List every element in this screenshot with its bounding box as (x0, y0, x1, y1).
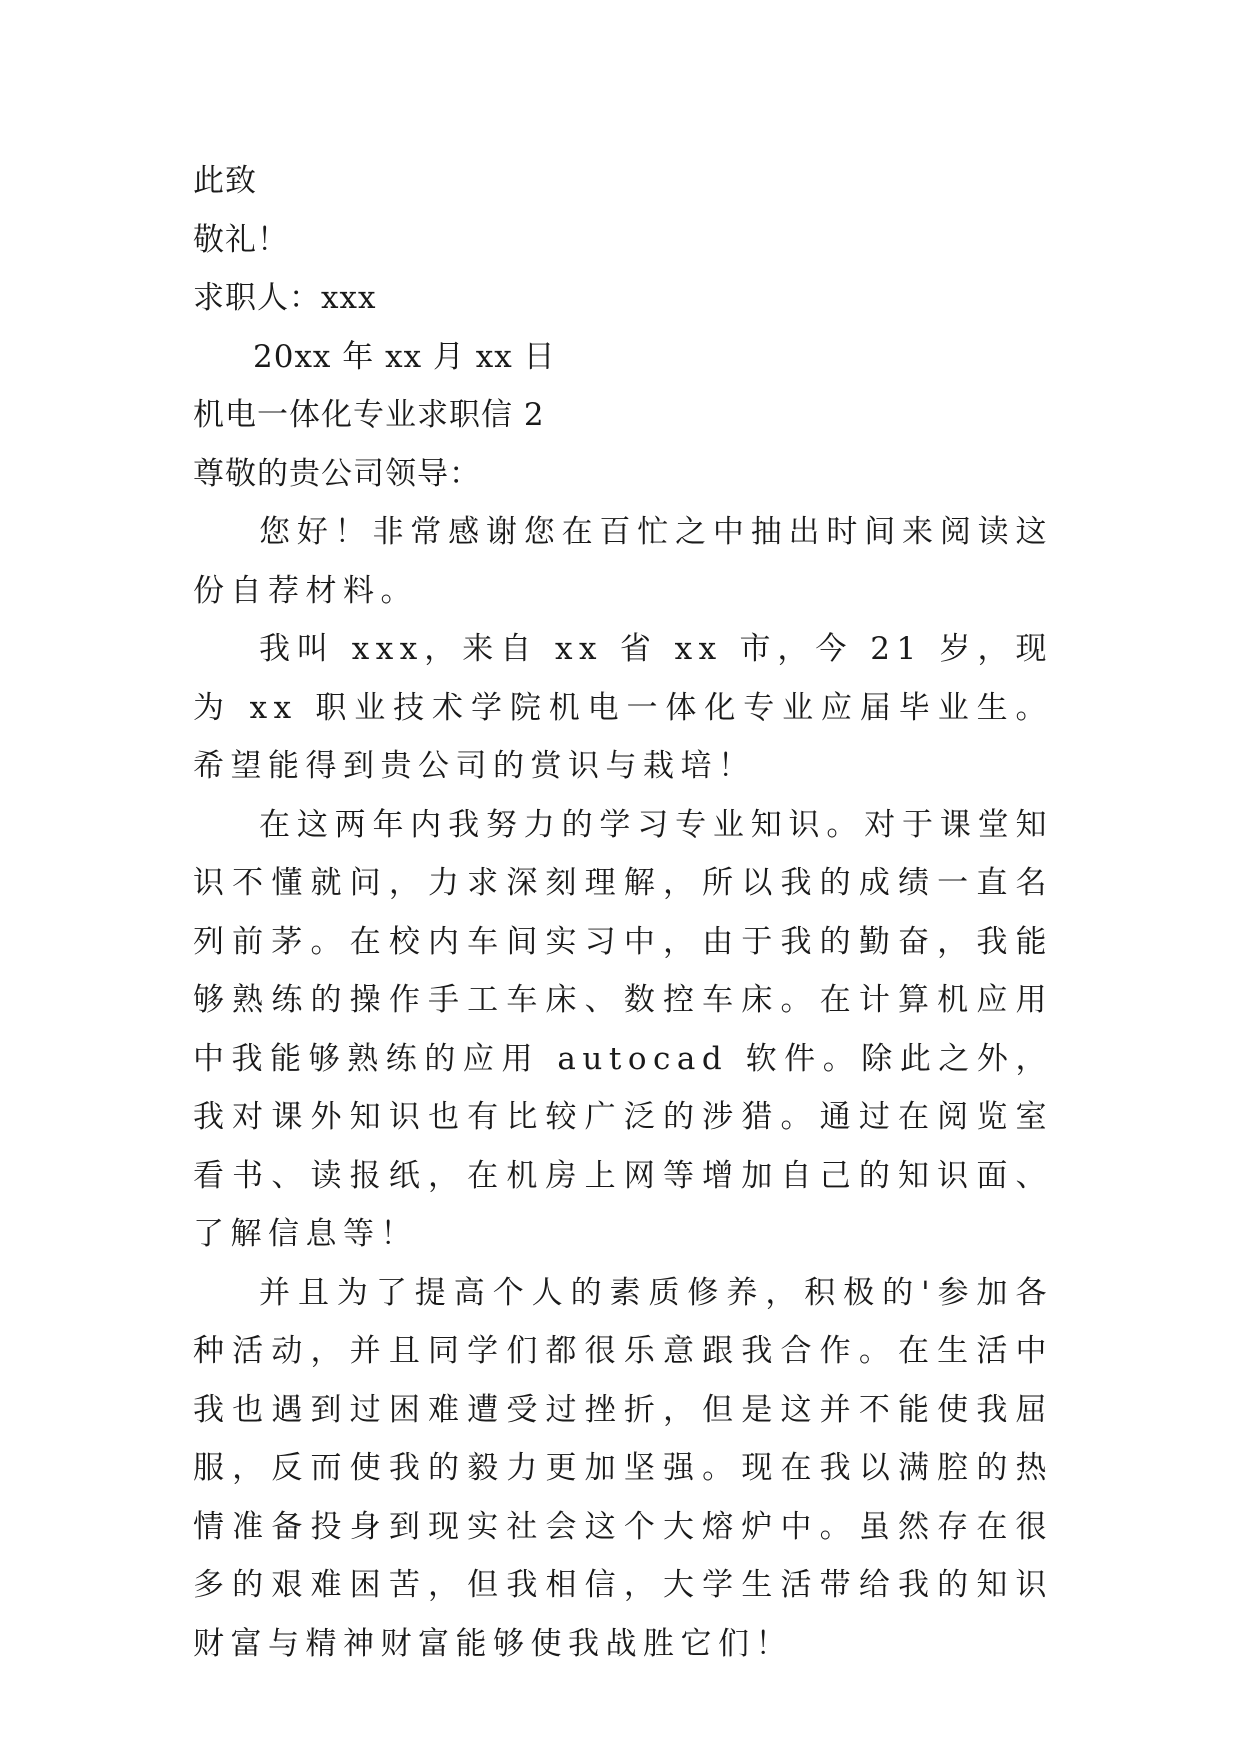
applicant-signature: 求职人：xxx (193, 280, 377, 316)
paragraph-greeting: 您好！非常感谢您在百忙之中抽出时间来阅读这份自荐材料。 (193, 514, 1053, 609)
paragraph-study: 在这两年内我努力的学习专业知识。对于课堂知识不懂就问，力求深刻理解，所以我的成绩一直名列前茅。在校内车间实习中，由于我的勤奋，我能够熟练的操作手工车床、数控车床。在计算机应用中我能够熟练的应用 autocad 软件。除此之外，我对课外知识也有比较广泛的涉猎。通过在阅览室看书、读报纸，在机房上网等增加自己的知识面、了解信息等！ (193, 806, 1053, 1252)
closing-line-1: 此致 (193, 163, 257, 199)
letter-date: 20xx 年 xx 月 xx 日 (253, 338, 556, 375)
paragraph-introduction: 我叫 xxx，来自 xx 省 xx 市，今 21 岁，现为 xx 职业技术学院机电一体化专业应届毕业生。希望能得到贵公司的赏识与栽培！ (193, 631, 1053, 784)
closing-line-2: 敬礼！ (193, 221, 289, 258)
document-page (193, 152, 1053, 1673)
letter-title: 机电一体化专业求职信 2 (193, 397, 545, 433)
salutation: 尊敬的贵公司领导： (193, 455, 481, 492)
paragraph-activities: 并且为了提高个人的素质修养，积极的'参加各种活动，并且同学们都很乐意跟我合作。在生活中我也遇到过困难遭受过挫折，但是这并不能使我屈服，反而使我的毅力更加坚强。现在我以满腔的热情准备投身到现实社会这个大熔炉中。虽然存在很多的艰难困苦，但我相信，大学生活带给我的知识财富与精神财富能够使我战胜它们！ (193, 1274, 1053, 1662)
